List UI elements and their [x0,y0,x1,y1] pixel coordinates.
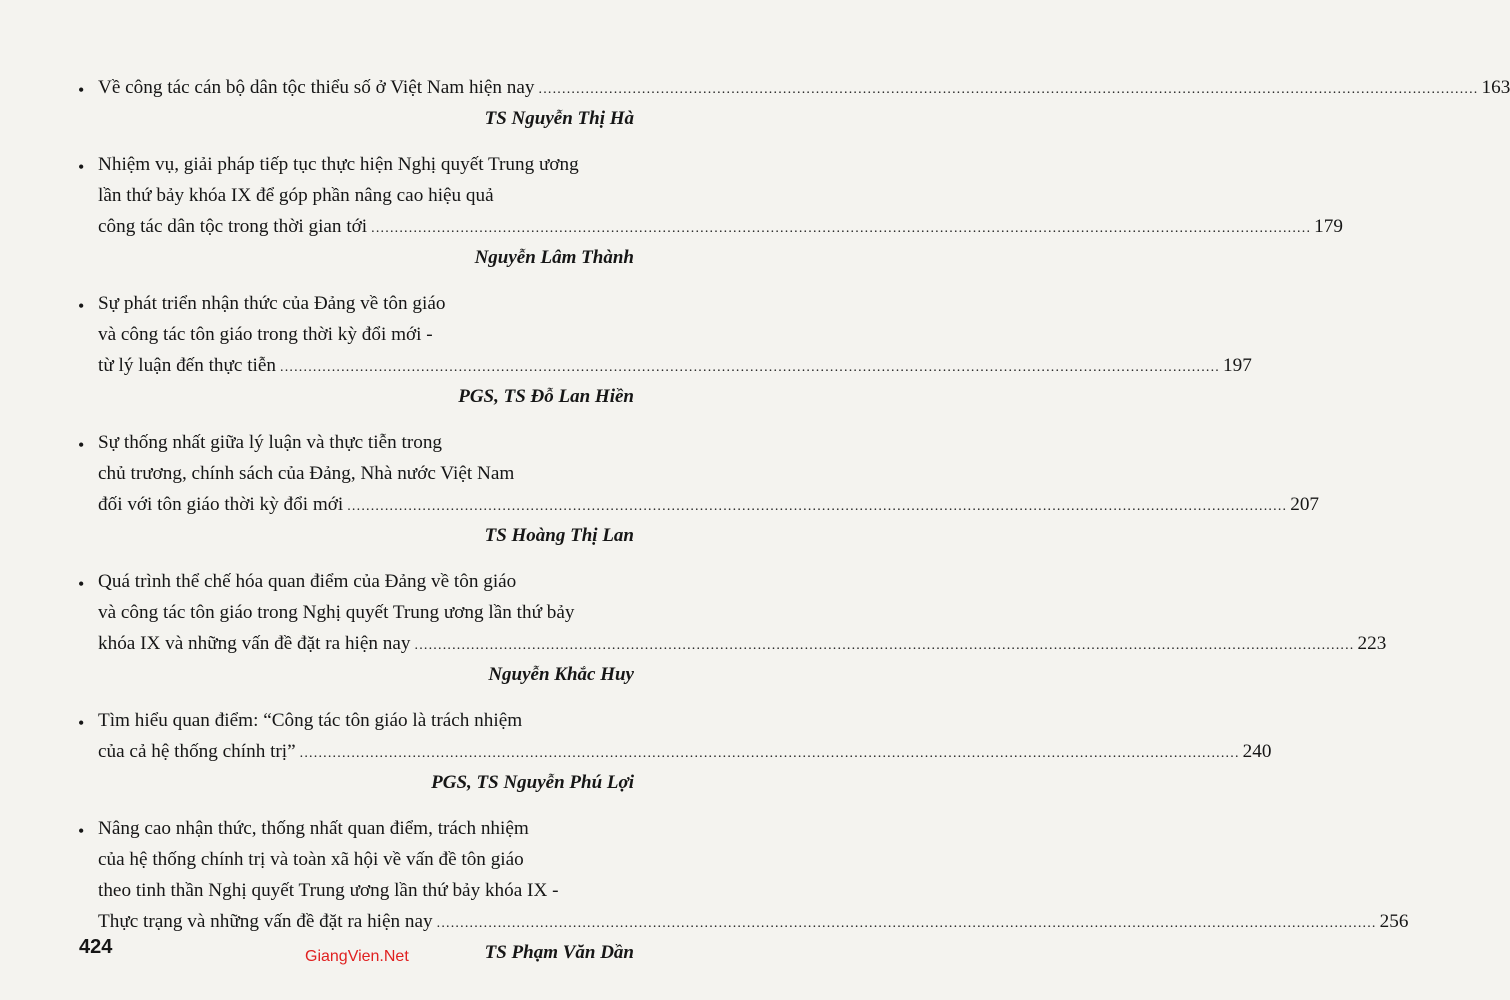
toc-entry-title: Sự thống nhất giữa lý luận và thực tiễn trong [98,432,443,453]
toc-page-number: 163 [1481,77,1510,98]
toc-entry-title: đối với tôn giáo thời kỳ đổi mới [98,494,344,515]
bullet-icon: • [78,821,85,841]
toc-page-number: 223 [1357,633,1387,654]
toc-entry-title: chủ trương, chính sách của Đảng, Nhà nước Việt Nam [98,463,515,484]
toc-entry [78,427,1320,552]
bullet-icon: • [78,296,85,316]
toc-entry-title: Sự phát triển nhận thức của Đảng về tôn giáo [98,293,446,314]
watermark: GiangVien.Net [305,948,409,965]
page-number: 424 [79,936,113,958]
toc-entry-title: Nâng cao nhận thức, thống nhất quan điểm, trách nhiệm [98,818,529,839]
toc-entry [78,288,1252,413]
bullet-icon: • [78,435,85,455]
dot-leader: ........................................................................................................................................................................................................ [299,746,1240,761]
toc-author: Nguyễn Lâm Thành [474,247,634,268]
toc-page-number: 240 [1242,741,1272,762]
toc-author: TS Hoàng Thị Lan [484,525,634,546]
toc-entry-title: Thực trạng và những vấn đề đặt ra hiện nay [98,911,433,932]
toc-entry-title: Nhiệm vụ, giải pháp tiếp tục thực hiện Nghị quyết Trung ương [98,154,579,175]
dot-leader: ........................................................................................................................................................................................................ [414,638,1355,653]
toc-page-number: 179 [1314,216,1343,237]
bullet-icon: • [78,157,85,177]
toc-entry [78,149,1343,274]
toc-entry-title: Quá trình thể chế hóa quan điểm của Đảng về tôn giáo [98,571,517,592]
toc-entry-title: lần thứ bảy khóa IX để góp phần nâng cao hiệu quả [98,185,494,206]
toc-author: PGS, TS Đỗ Lan Hiền [458,386,634,407]
toc-entry-line [78,705,634,736]
toc-entry-line [78,736,1272,767]
toc-entry-line [78,906,1409,937]
toc-entry-line [78,844,634,875]
toc-entry-line [78,72,1510,103]
toc-entry [78,566,1387,691]
toc-entry-line [78,288,634,319]
toc-entry-line [78,427,634,458]
toc-entry-title: Tìm hiểu quan điểm: “Công tác tôn giáo là trách nhiệm [98,710,523,731]
toc-entry-title: theo tinh thần Nghị quyết Trung ương lần thứ bảy khóa IX - [98,880,559,901]
toc-entry-line [78,875,634,906]
toc-entry-title: và công tác tôn giáo trong thời kỳ đổi mới - [98,324,433,345]
toc-entry-line [78,628,1387,659]
toc-entry-line [78,458,634,489]
bullet-icon: • [78,574,85,594]
toc-entry-line [78,319,634,350]
toc-entry-title: công tác dân tộc trong thời gian tới [98,216,368,237]
dot-leader: ........................................................................................................................................................................................................ [371,221,1312,236]
toc-author: TS Phạm Văn Dần [484,942,634,963]
toc-entry-line [78,180,634,211]
toc-page-number: 207 [1290,494,1320,515]
bullet-icon: • [78,80,85,100]
bullet-icon: • [78,713,85,733]
table-of-contents [78,72,1510,983]
toc-entry-line [78,350,1252,381]
dot-leader: ........................................................................................................................................................................................................ [538,82,1479,97]
toc-page-number: 197 [1223,355,1252,376]
toc-entry-title: và công tác tôn giáo trong Nghị quyết Trung ương lần thứ bảy [98,602,575,623]
dot-leader: ........................................................................................................................................................................................................ [436,916,1377,931]
toc-entry-line [78,489,1320,520]
toc-entry-title: từ lý luận đến thực tiễn [98,355,276,376]
toc-entry [78,705,1272,799]
toc-entry-title: Về công tác cán bộ dân tộc thiểu số ở Việt Nam hiện nay [98,77,535,98]
toc-entry [78,72,1510,135]
toc-entry-line [78,566,634,597]
toc-author: TS Nguyễn Thị Hà [484,108,634,129]
toc-entry-line [78,211,1343,242]
toc-page-number: 256 [1379,911,1409,932]
dot-leader: ........................................................................................................................................................................................................ [280,360,1220,375]
toc-author: Nguyễn Khắc Huy [488,664,634,685]
toc-entry-title: của cả hệ thống chính trị” [98,741,296,762]
dot-leader: ........................................................................................................................................................................................................ [347,499,1288,514]
toc-author: PGS, TS Nguyễn Phú Lợi [431,772,634,793]
toc-entry-line [78,813,634,844]
toc-entry [78,813,1409,969]
toc-entry-line [78,597,634,628]
toc-entry-title: của hệ thống chính trị và toàn xã hội về vấn đề tôn giáo [98,849,524,870]
toc-entry-title: khóa IX và những vấn đề đặt ra hiện nay [98,633,411,654]
toc-entry-line [78,149,634,180]
